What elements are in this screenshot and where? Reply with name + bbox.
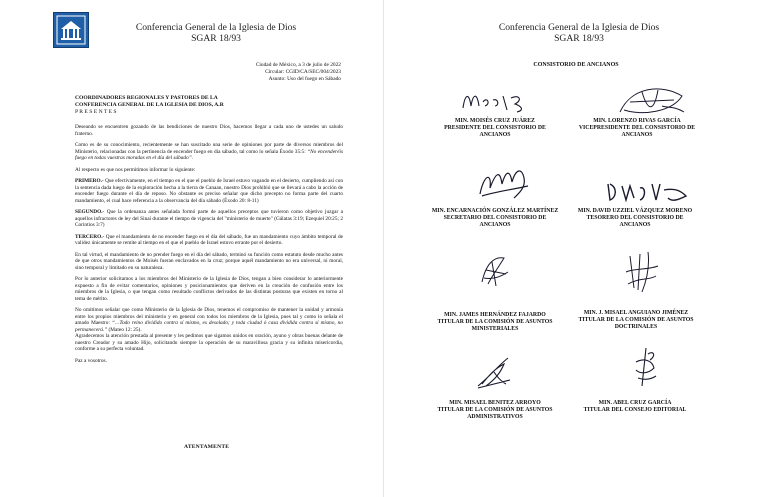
signer-name: MIN. DAVID UZZIEL VÁZQUEZ MORENO — [577, 208, 693, 214]
signer-name: MIN. MISAEL BENITEZ ARROYO — [449, 400, 541, 406]
signer-name: MIN. J. MISAEL ANGUIANO JIMÉNEZ — [583, 310, 689, 316]
signature-mark — [474, 250, 514, 290]
letterhead-title: Conferencia General de la Iglesia de Dios — [498, 22, 660, 33]
signature-mark — [474, 354, 514, 392]
signature-mark — [459, 86, 529, 116]
place-date: Ciudad de México, a 3 de julio de 2022 — [255, 62, 341, 68]
letterhead-subtitle: SGAR 18/93 — [191, 33, 241, 44]
subject-line: Asunto: Uso del fuego en Sábado — [268, 76, 341, 82]
signer-block — [430, 208, 560, 228]
point-label: PRIMERO.- — [75, 178, 104, 184]
paragraph — [75, 142, 343, 162]
signer-role: VICEPRESIDENTE DEL CONSISTORIO DE ANCIANOS — [578, 124, 696, 138]
signer-role: PRESIDENTE DEL CONSISTORIO DE ANCIANOS — [444, 124, 546, 138]
letterhead-subtitle: SGAR 18/93 — [554, 33, 604, 44]
paragraph: Por lo anterior solicitamos a los miembros del Ministerio de la Iglesia de Dios, tengan a bien considerar lo anteriormente expuesto a fin de evitar comentarios, opiniones y posicionamientos que deriven en la creación de confusión entre los miembros de la Iglesia, o que tengan como resultado conflictos derivados de las distintas posturas que existen en torno al tema de mérito. — [75, 276, 343, 302]
council-title: CONSISTORIO DE ANCIANOS — [533, 62, 619, 68]
letterhead-title: Conferencia General de la Iglesia de Dios — [135, 22, 297, 33]
paragraph-text: Que efectivamente, en el tiempo en el que el pueblo de Israel estuvo vagando en el desierto, cumpliendo así con la sentencia dada luego de la exploración hecha a la tierra de Canaan, nuestro Dios prohibió que se llevará a cabo la acción de encender fuego durante el día de reposo. No obstante es preciso señalar que dicho precepto no forma parte del cuarto mandamiento, el cual hace referencia a la observancia del día sábado (Éxodo 20: 8-11) — [75, 178, 344, 204]
addressee-line: COORDINADORES REGIONALES Y PASTORES DE LA — [75, 95, 218, 101]
scripture-quote: “…Todo reino dividido contra sí mismo, es desolado; y toda ciudad ó casa dividida contra sí mismo, no permanecerá.” — [75, 320, 343, 333]
signer-block — [572, 208, 698, 228]
signature-mark — [628, 344, 660, 390]
signatures-page — [384, 0, 768, 497]
paragraph: En tal virtud, el mandamiento de no prender fuego en el día del sábado, terminó su función como estatuto desde mucho antes de que otros mandamientos de Moisés fueran enclavados en la cruz; porque aquél mandamiento no era universal, ni moral, sino temporal y limitado en su naturaleza. — [75, 251, 343, 271]
signer-name: MIN. ENCARNACIÓN GONZÁLEZ MARTÍNEZ — [431, 208, 559, 214]
point-label: TERCERO.- — [75, 233, 105, 240]
circular-number: Circular: CGID/CA/SEC/004/2023 — [265, 69, 341, 75]
signature-mark — [602, 178, 692, 206]
paragraph — [75, 234, 343, 247]
addressee-line: CONFERENCIA GENERAL DE LA IGLESIA DE DIOS, A.R — [75, 102, 224, 108]
letter-meta — [256, 62, 341, 83]
signer-block — [567, 118, 707, 138]
letterhead — [96, 22, 336, 44]
signature-mark — [474, 164, 534, 202]
signer-name: MIN. MOISÉS CRUZ JUÁREZ — [455, 118, 535, 124]
signer-role: TITULAR DE LA COMISIÓN DE ASUNTOS ADMINISTRATIVOS — [437, 406, 553, 420]
church-logo-icon — [53, 12, 89, 48]
signer-name: MIN. LORENZO RIVAS GARCÍA — [593, 118, 681, 124]
addressee-line: P R E S E N T E S — [75, 109, 117, 115]
letterhead — [474, 22, 684, 44]
scripture-quote: “No encenderéis fuego en todas vuestras moradas en el día del sábado”. — [75, 148, 344, 161]
paragraph-text: Que la ordenanza antes señalada formó parte de aquellos preceptos que tuvieron como objetivo juzgar a aquellos infractores de ley del Sinaí durante el tiempo de vigencia del "ministerio de muerte" (Gálatas 3:19; Ezequiel 20:25; 2 Corintios 3:7) — [75, 209, 343, 228]
point-label: SEGUNDO.- — [75, 209, 105, 215]
signer-name: MIN. JAMES HERNÁNDEZ FAJARDO — [444, 312, 546, 318]
paragraph — [75, 307, 343, 333]
paragraph — [75, 178, 343, 204]
signer-role: SECRETARIO DEL CONSISTORIO DE ANCIANOS — [443, 214, 547, 228]
signature-mark — [612, 82, 692, 122]
scripture-reference: (Mateo 12: 25). — [108, 326, 142, 333]
paragraph: Agradecemos la atención prestada al presente y les pedimos que sigamos unidos en oración, ayuno y obras buenas delante de nuestro Creador y su amado Hijo, solicitando siempre la operación de su maravillosa gracia y su infinita misericordia, conforme a su perfecta voluntad. — [75, 333, 343, 352]
paragraph — [75, 209, 343, 229]
signer-block — [430, 118, 560, 138]
paragraph: Paz a vosotros. — [75, 357, 107, 364]
signer-block — [430, 400, 560, 420]
addressee — [75, 95, 345, 116]
signer-block — [428, 312, 562, 332]
closing: ATENTAMENTE — [184, 444, 230, 450]
signer-role: TITULAR DE LA COMISIÓN DE ASUNTOS DOCTRINALES — [578, 316, 694, 330]
paragraph-text: Que el mandamiento de no encender fuego en el día del sábado, fue un mandamiento cuyo ámbito temporal de validez únicamente se remite al tiempo en el que el pueblo de Israel estuvo errante por el desierto. — [75, 233, 344, 246]
signer-role: TITULAR DE LA COMISIÓN DE ASUNTOS MINISTERIALES — [437, 318, 553, 332]
signer-role: TESORERO DEL CONSISTORIO DE ANCIANOS — [586, 214, 684, 228]
paragraph: Al respecto es que nos permitimos informar lo siguiente: — [75, 166, 196, 173]
signer-block — [570, 400, 700, 414]
signature-mark — [620, 248, 662, 296]
signer-block — [568, 310, 704, 330]
paragraph-text: No omitimos señalar que como Ministerio de la Iglesia de Dios, tenemos el compromiso de mantener la unidad y armonía entre los propios miembros del ministerio y en general con todos los miembros de la Iglesia, pues tal y como lo señala el amado Maestro: — [75, 307, 343, 326]
paragraph: Deseando se encuentren gozando de las bendiciones de nuestro Dios, hacemos llegar a cada uno de ustedes un saludo fraterno. — [75, 124, 343, 137]
signer-role: TITULAR DEL CONSEJO EDITORIAL — [583, 406, 687, 413]
paragraph-text: Como es de su conocimiento, recientemente se han suscitado una serie de opiniones por parte de diversos miembros del Ministerio, relacionadas con la pertinencia de encender fuego en día sábado, tal como lo señala Éxodo 35:5: — [75, 142, 343, 155]
letter-body — [75, 124, 343, 369]
signer-name: MIN. ABEL CRUZ GARCÍA — [598, 400, 672, 406]
